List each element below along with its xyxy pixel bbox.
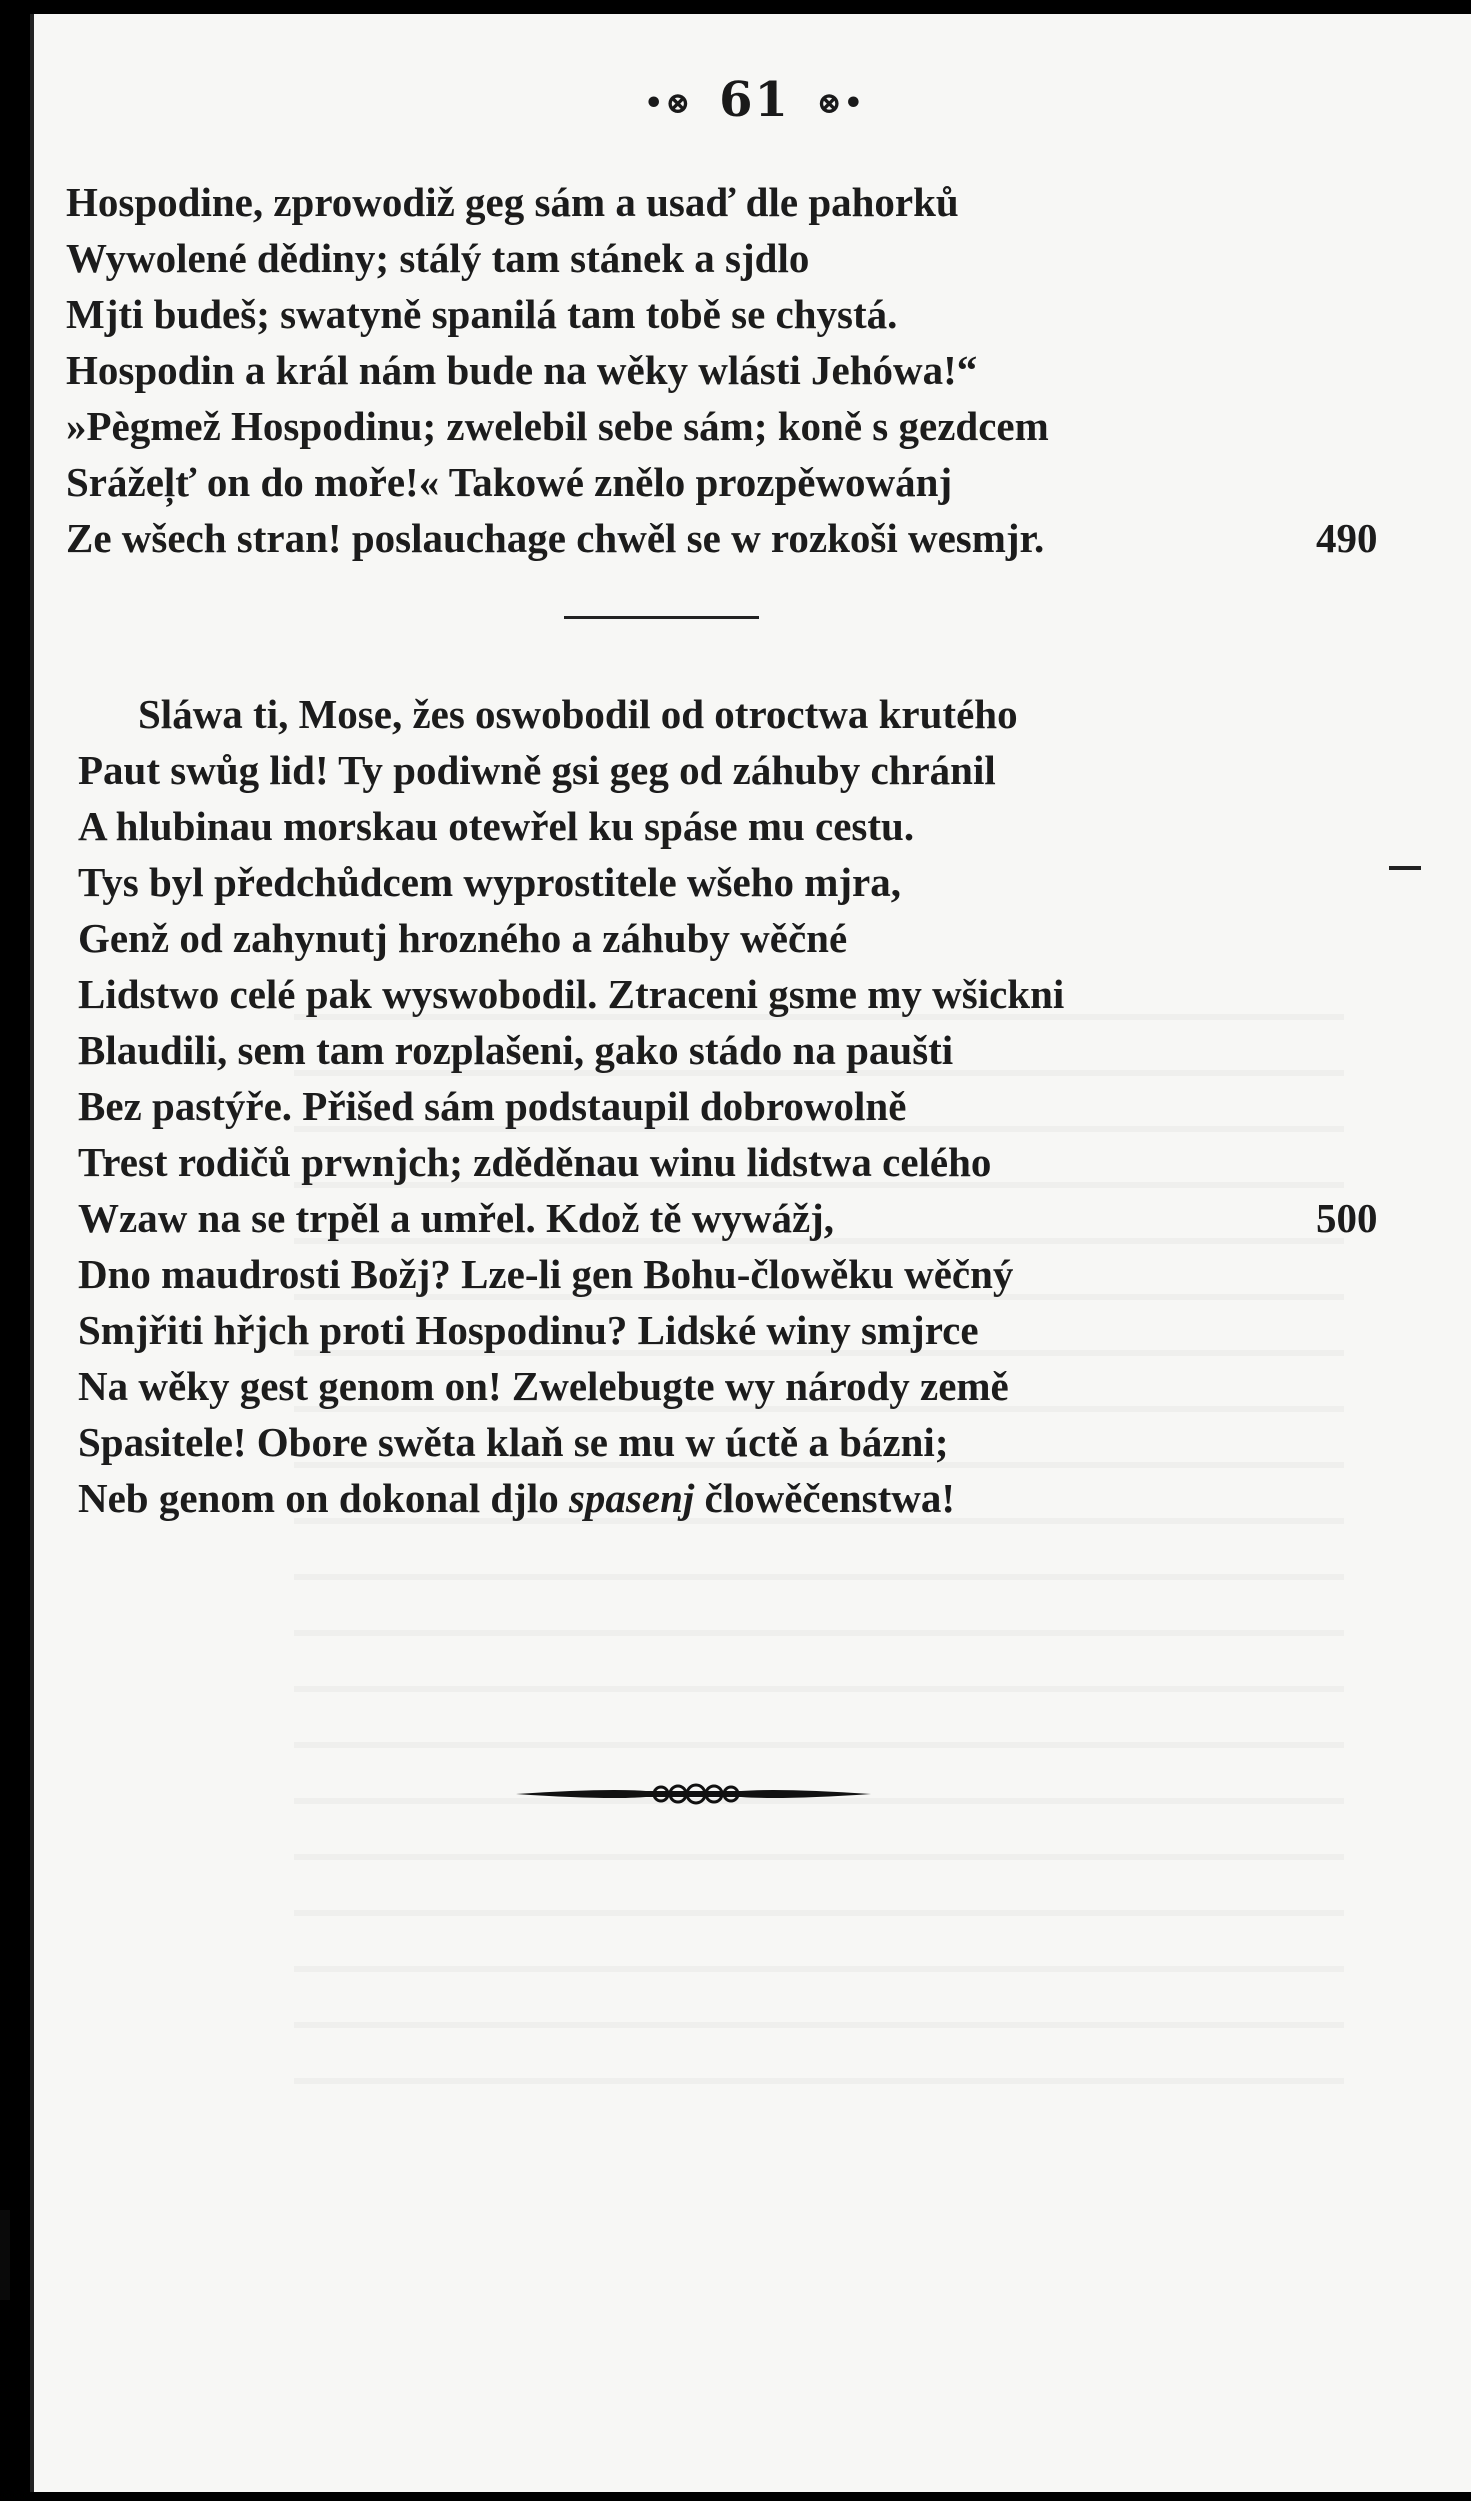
verse-text: Wzaw na se trpěl a umřel. Kdož tě wywážj, [78,1195,835,1241]
verse-line: Blaudili, sem tam rozplašeni, gako stádo na paušti [78,1027,954,1073]
verse-line: Na wěky gest genom on! Zwelebugte wy národy země [78,1363,1009,1409]
verse-line: Bez pastýře. Přišed sám podstaupil dobrowolně [78,1083,907,1129]
verse-line: Srážeļť on do moře!« Takowé znělo prozpěwowánj [66,459,953,505]
verse-text: Neb genom on dokonal djlo [78,1475,559,1521]
line-number: 490 [1316,515,1378,561]
verse-line: Tys byl předchůdcem wyprostitele wšeho mjra, [78,859,901,905]
binding-edge-mark [0,2210,10,2300]
page-header [34,72,1471,128]
verse-line: Smjřiti hřjch proti Hospodinu? Lidské winy smjrce [78,1307,979,1353]
verse-line: Paut swůg lid! Ty podiwně gsi geg od záhuby chránil [78,747,996,793]
show-through-text [294,1014,1344,2114]
line-number: 500 [1316,1195,1378,1241]
verse-line: Sláwa ti, Mose, žes oswobodil od otroctwa krutého [138,691,1018,737]
section-divider [564,616,759,619]
verse-line: Genž od zahynutj hrozného a záhuby wěčné [78,915,848,961]
verse-line: Wywolené dědiny; stálý tam stánek a sjdlo [66,235,810,281]
stanza-1 [66,174,1378,566]
emphasized-word: spasenj [568,1475,695,1521]
margin-dash [1389,866,1421,870]
tailpiece-ornament-icon [516,1779,871,1809]
verse-text: Ze wšech stran! poslauchage chwěl se w rozkoši wesmjr. [66,515,1045,561]
verse-line: Dno maudrosti Božj? Lze-li gen Bohu-člowěku wěčný [78,1251,1014,1297]
verse-line: A hlubinau morskau otewřel ku spáse mu cestu. [78,803,915,849]
header-ornament-right: ⊗• [816,86,865,121]
verse-text: člowěčenstwa! [704,1475,955,1521]
verse-line-numbered [66,510,1378,566]
verse-line: Spasitele! Obore swěta klaň se mu w úctě a bázni; [78,1419,949,1465]
header-ornament-left: •⊗ [644,86,693,121]
verse-line: Lidstwo celé pak wyswobodil. Ztraceni gsme my wšickni [78,971,1065,1017]
verse-line: Trest rodičů prwnjch; zděděnau winu lidstwa celého [78,1139,992,1185]
verse-line: »Pègmež Hospodinu; zwelebil sebe sám; koně s gezdcem [66,403,1049,449]
verse-line: Hospodin a král nám bude na wěky wlásti Jehówa!“ [66,347,978,393]
page-number: 61 [719,72,790,128]
verse-line: Hospodine, zprowodiž geg sám a usaď dle pahorků [66,179,959,225]
book-page [30,14,1471,2492]
verse-line: Mjti budeš; swatyně spanilá tam tobě se chystá. [66,291,898,337]
